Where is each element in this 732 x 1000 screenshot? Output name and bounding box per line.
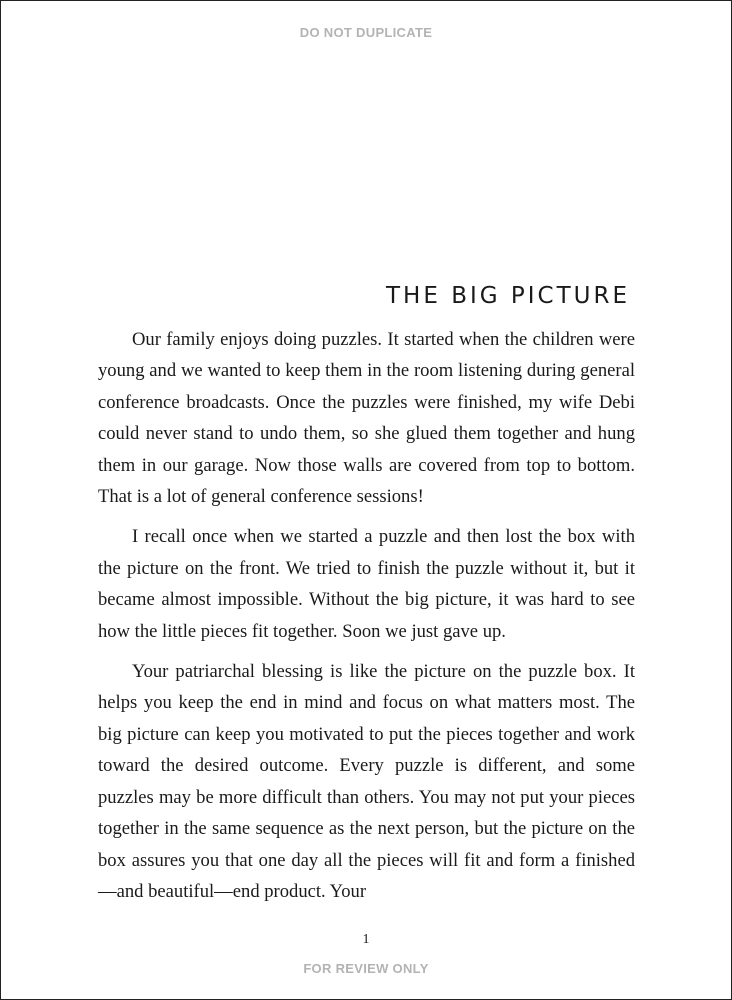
chapter-title: THE BIG PICTURE — [386, 283, 630, 309]
page-number: 1 — [362, 932, 370, 947]
paragraph-2: I recall once when we started a puzzle and then lost the box with the picture on the front. We tried to finish the puzzle without it, but it became almost impossible. Without the big picture, it was hard to see how the little pieces fit together. Soon we just gave up. — [98, 526, 635, 642]
watermark-bottom: FOR REVIEW ONLY — [303, 961, 429, 976]
watermark-top: DO NOT DUPLICATE — [299, 25, 433, 40]
paragraph-1: Our family enjoys doing puzzles. It started when the children were young and we wanted to keep them in the room listening during general conference broadcasts. Once the puzzles were finished, my wife Debi could never stand to undo them, so she glued them together and hung them in our garage. Now those walls are covered from top to bottom. That is a lot of general conference sessions! — [98, 329, 635, 508]
paragraph-3: Your patriarchal blessing is like the picture on the puzzle box. It helps you keep the end in mind and focus on what matters most. The big picture can keep you motivated to put the pieces together and work toward the desired outcome. Every puzzle is different, and some puzzles may be more difficult than others. You may not put your pieces together in the same sequence as the next person, but the picture on the box assures you that one day all the pieces will fit and form a finished—and beautiful—end product. Your — [98, 661, 635, 902]
chapter-body — [98, 324, 635, 916]
